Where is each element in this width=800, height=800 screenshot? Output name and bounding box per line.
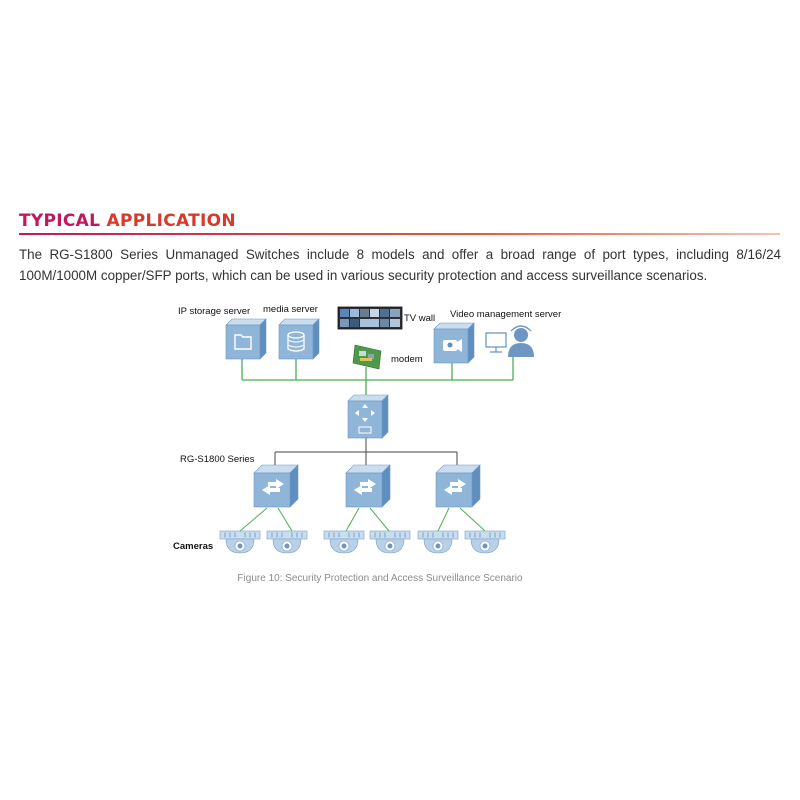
figure-caption: Figure 10: Security Protection and Access Surveillance Scenario (237, 573, 523, 584)
modem-icon (353, 345, 381, 369)
label-video-management-server: Video management server (450, 309, 562, 320)
dark-links (275, 438, 457, 465)
heading-word-application: APPLICATION (106, 211, 236, 231)
tv-wall-icon (338, 307, 402, 329)
media-server-icon (279, 319, 319, 359)
camera-links (240, 508, 485, 531)
section-heading (19, 211, 236, 231)
label-series: RG-S1800 Series (180, 454, 255, 465)
operator-workstation-icon (486, 326, 534, 357)
camera-icon (267, 531, 307, 553)
core-switch-icon (348, 395, 388, 438)
camera-icon (465, 531, 505, 553)
label-modem: modem (391, 354, 423, 365)
intro-paragraph: The RG-S1800 Series Unmanaged Switches include 8 models and offer a broad range of port types, including 8/16/24 100M/1000M copper/SFP ports, which can be used in various security protection and access surveillance scenarios. (19, 247, 781, 283)
access-switch-icon (254, 465, 298, 507)
camera-icon (324, 531, 364, 553)
access-switch-icon (346, 465, 390, 507)
label-ip-storage-server: IP storage server (178, 306, 251, 317)
label-media-server: media server (263, 304, 318, 315)
network-diagram (170, 295, 590, 570)
heading-underline (19, 233, 780, 235)
camera-icon (370, 531, 410, 553)
camera-icon (418, 531, 458, 553)
label-cameras: Cameras (173, 541, 214, 552)
ip-storage-server-icon (226, 319, 266, 359)
camera-icon (220, 531, 260, 553)
access-switch-icon (436, 465, 480, 507)
heading-word-typical: TYPICAL (19, 211, 101, 231)
video-management-server-icon (434, 323, 474, 363)
label-tv-wall: TV wall (404, 313, 436, 324)
